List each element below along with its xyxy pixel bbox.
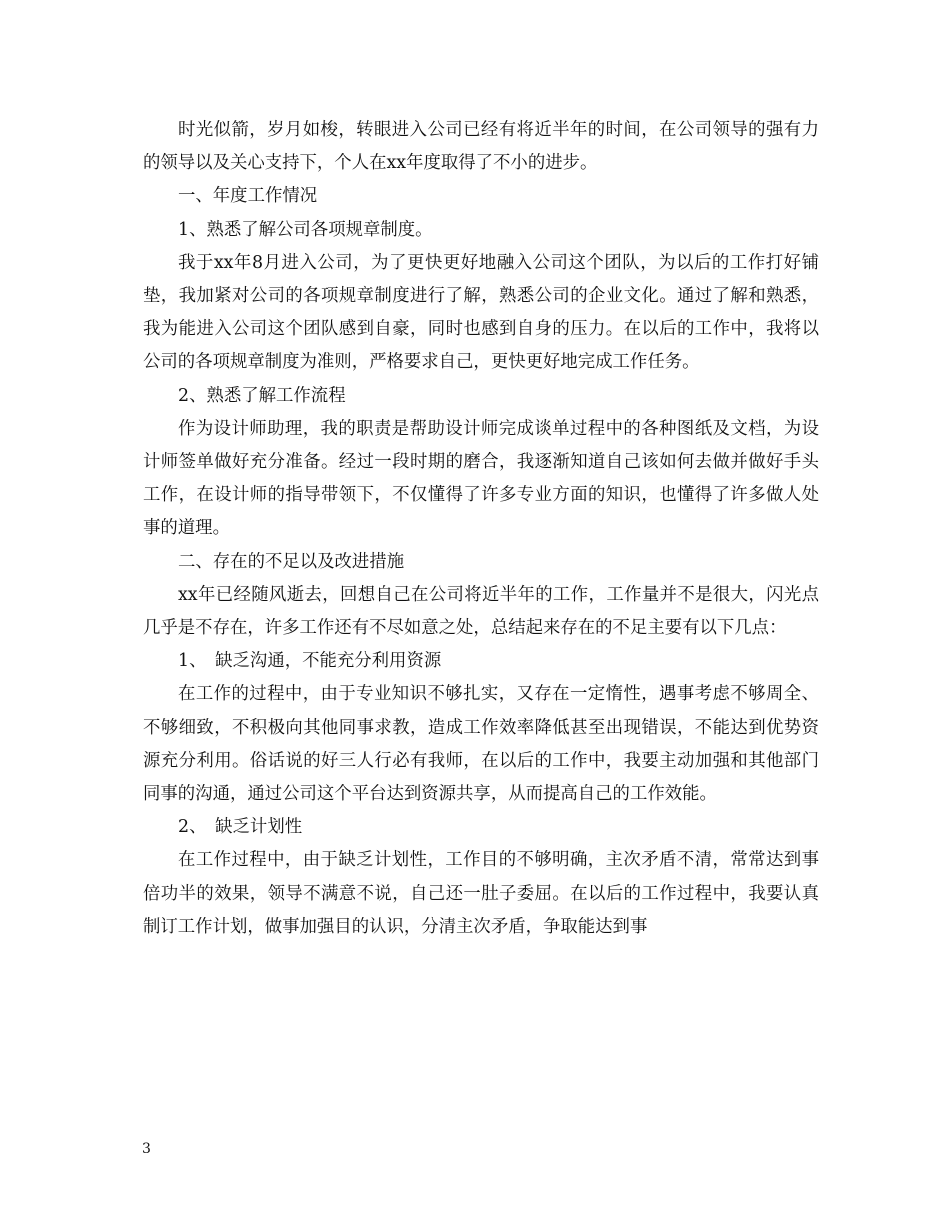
section-heading-shortcomings: 二、存在的不足以及改进措施 [178, 551, 405, 572]
page-number: 3 [142, 1141, 151, 1157]
paragraph-planning: 在工作过程中，由于缺乏计划性，工作目的不够明确，主次矛盾不清，常常达到事倍功半的效果，领导不满意不说，自己还一肚子委屈。在以后的工作过程中，我要认真制订工作计划，做事加强目的认识，分清主次矛盾，争取能达到事 [143, 850, 819, 937]
paragraph-shortcomings: xx年已经随风逝去，回想自己在公司将近半年的工作，工作量并不是很大，闪光点几乎是不存在，许多工作还有不尽如意之处，总结起来存在的不足主要有以下几点： [143, 584, 819, 639]
document-body [143, 114, 819, 944]
paragraph-intro: 时光似箭，岁月如梭，转眼进入公司已经有将近半年的时间，在公司领导的强有力的领导以及关心支持下，个人在xx年度取得了不小的进步。 [143, 120, 819, 174]
subheading-planning: 2、 缺乏计划性 [178, 817, 303, 838]
subheading-communication: 1、 缺乏沟通，不能充分利用资源 [178, 651, 442, 672]
paragraph-communication: 在工作的过程中，由于专业知识不够扎实，又存在一定惰性，遇事考虑不够周全、不够细致，不积极向其他同事求教，造成工作效率降低甚至出现错误，不能达到优势资源充分利用。俗话说的好三人行必有我师，在以后的工作中，我要主动加强和其他部门同事的沟通，通过公司这个平台达到资源共享，从而提高自己的工作效能。 [143, 684, 819, 805]
paragraph-rules: 我于xx年8月进入公司，为了更快更好地融入公司这个团队，为以后的工作打好铺垫，我加紧对公司的各项规章制度进行了解，熟悉公司的企业文化。通过了解和熟悉，我为能进入公司这个团队感到自豪，同时也感到自身的压力。在以后的工作中，我将以公司的各项规章制度为准则，严格要求自己，更快更好地完成工作任务。 [143, 252, 819, 373]
paragraph-workflow: 作为设计师助理，我的职责是帮助设计师完成谈单过程中的各种图纸及文档，为设计师签单做好充分准备。经过一段时期的磨合，我逐渐知道自己该如何去做并做好手头工作，在设计师的指导带领下，不仅懂得了许多专业方面的知识，也懂得了许多做人处事的道理。 [143, 418, 819, 539]
section-heading-annual-work: 一、年度工作情况 [178, 186, 318, 207]
subheading-workflow: 2、熟悉了解工作流程 [178, 385, 346, 406]
subheading-rules: 1、熟悉了解公司各项规章制度。 [178, 219, 433, 240]
